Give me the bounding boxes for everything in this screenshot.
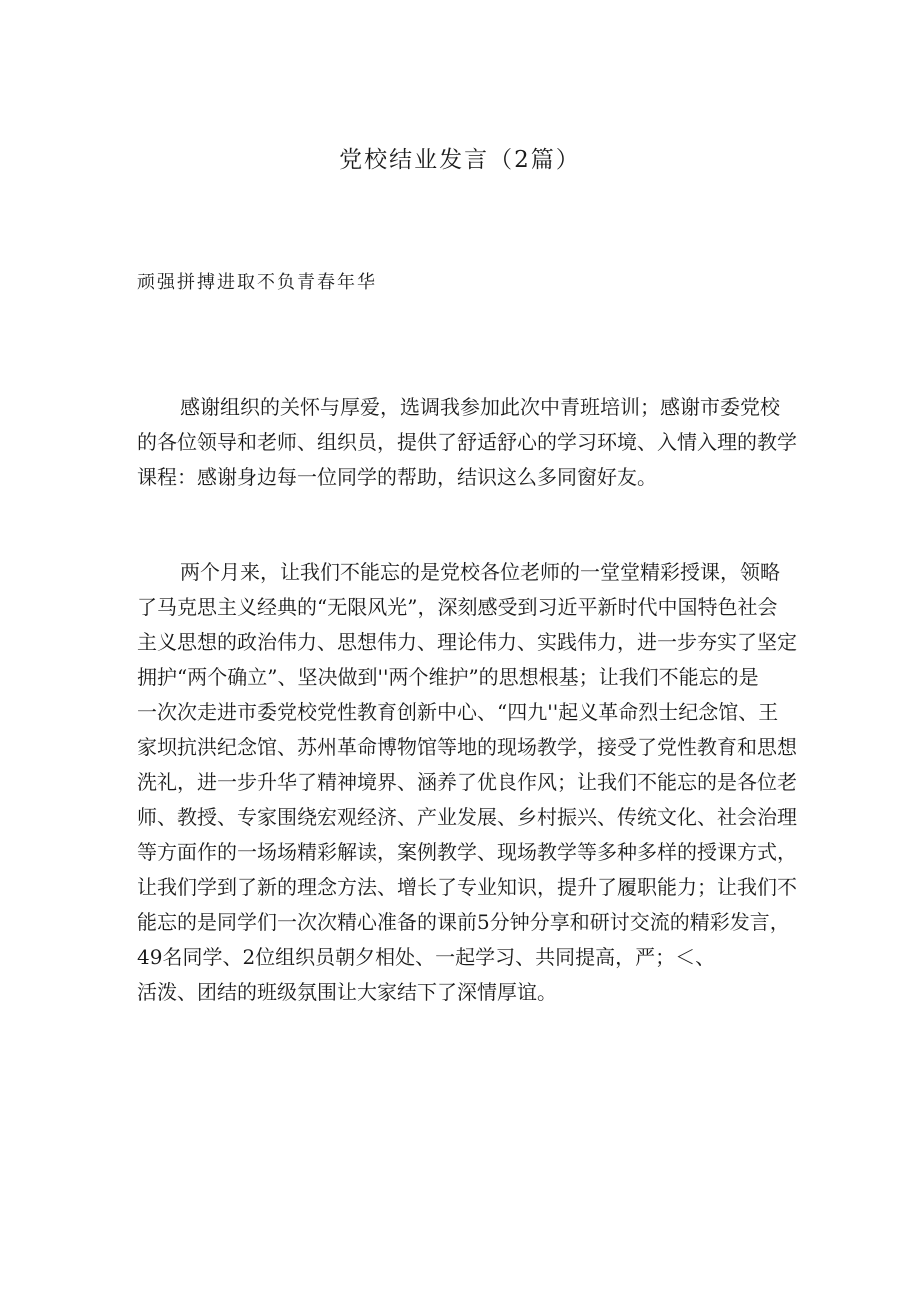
paragraph-line: 家坝抗洪纪念馆、苏州革命博物馆等地的现场教学，接受了党性教育和思想	[137, 735, 797, 759]
paragraph-two-months	[137, 555, 797, 1010]
paragraph-line: 师、教授、专家围绕宏观经济、产业发展、乡村振兴、传统文化、社会治理	[137, 805, 797, 829]
paragraph-line: 的各位领导和老师、组织员，提供了舒适舒心的学习环境、入情入理的教学	[137, 430, 797, 454]
paragraph-gratitude	[137, 390, 797, 495]
paragraph-line: 能忘的是同学们一次次精心准备的课前5分钟分享和研讨交流的精彩发言，	[137, 910, 790, 934]
paragraph-line: 拥护“两个确立”、坚决做到''两个维护”的思想根基；让我们不能忘的是	[137, 665, 759, 689]
paragraph-line: 让我们学到了新的理念方法、增长了专业知识，提升了履职能力；让我们不	[137, 875, 797, 899]
paragraph-line: 49名同学、2位组织员朝夕相处、一起学习、共同提高，严；＜、	[137, 945, 716, 969]
paragraph-line: 了马克思主义经典的“无限风光”，深刻感受到习近平新时代中国特色社会	[137, 595, 778, 619]
document-title: 党校结业发言（2篇）	[339, 147, 581, 173]
paragraph-line: 主义思想的政治伟力、思想伟力、理论伟力、实践伟力，进一步夯实了坚定	[137, 630, 797, 654]
document-subtitle: 顽强拼搏进取不负青春年华	[137, 272, 377, 293]
paragraph-line: 课程：感谢身边每一位同学的帮助，结识这么多同窗好友。	[137, 465, 657, 489]
paragraph-line: 一次次走进市委党校党性教育创新中心、“四九''起义革命烈士纪念馆、王	[137, 700, 779, 724]
paragraph-line: 感谢组织的关怀与厚爱，选调我参加此次中青班培训；感谢市委党校	[180, 395, 780, 419]
paragraph-line: 洗礼，进一步升华了精神境界、涵养了优良作风；让我们不能忘的是各位老	[137, 770, 797, 794]
paragraph-line: 等方面作的一场场精彩解读，案例教学、现场教学等多种多样的授课方式，	[137, 840, 797, 864]
paragraph-line: 两个月来，让我们不能忘的是党校各位老师的一堂堂精彩授课，领略	[180, 560, 780, 584]
paragraph-line: 活泼、团结的班级氛围让大家结下了深情厚谊。	[137, 980, 557, 1004]
